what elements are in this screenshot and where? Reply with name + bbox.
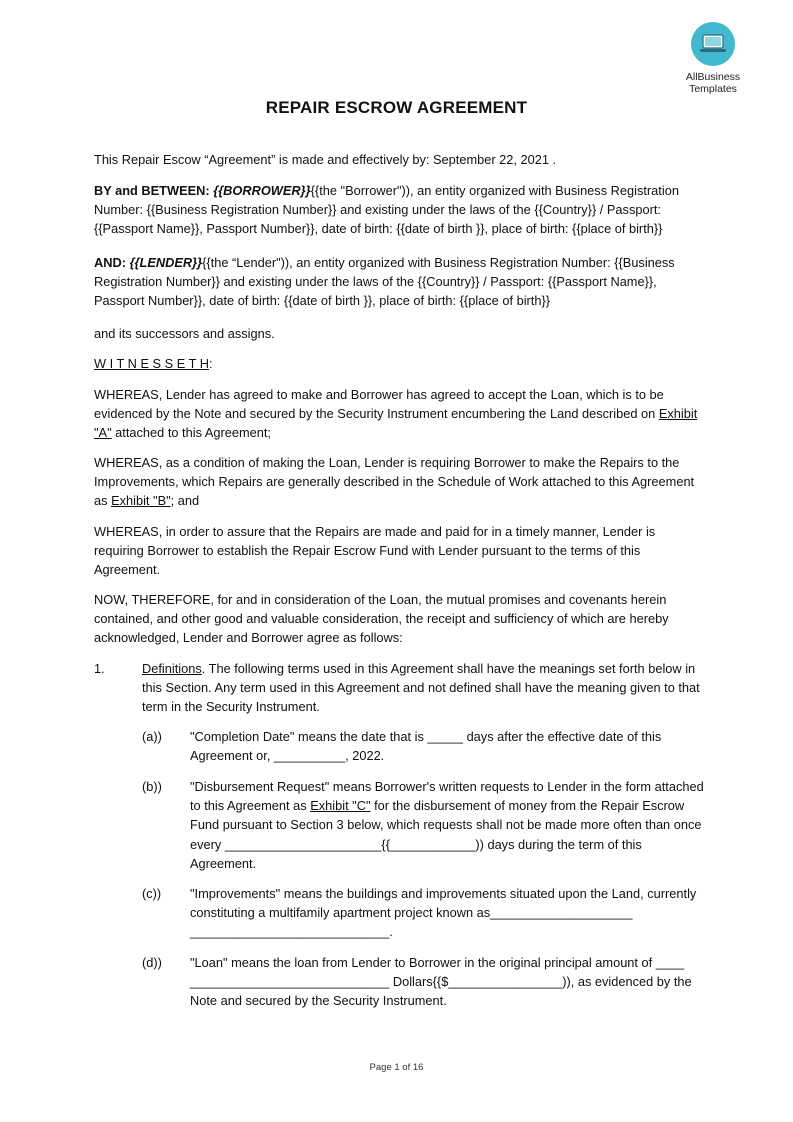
lender-details: {{the “Lender")), an entity organized with Business Registration Number: {{Business Registration Number}} and existing under the laws of the {{Country}} / Passport: {{Passport Name}}, Passport Number}}, date of birth: {{date of birth }}, place of birth: {{place of birth}} (94, 255, 675, 309)
definition-label: (d)) (142, 955, 162, 970)
lender-lead: AND: (94, 255, 126, 270)
intro-paragraph: This Repair Escow “Agreement” is made and effectively by: September 22, 2021 . (94, 152, 557, 167)
exhibit-c-link[interactable]: Exhibit "C" (310, 798, 371, 814)
witnesseth-heading: W I T N E S S E T H: (94, 356, 213, 371)
borrower-lead: BY and BETWEEN: (94, 183, 210, 198)
definition-label: (a)) (142, 729, 162, 744)
borrower-name: {{BORROWER}} (213, 183, 311, 198)
exhibit-b-link[interactable]: Exhibit "B" (111, 493, 171, 509)
laptop-icon (691, 22, 735, 66)
exhibit-a-link[interactable]: Exhibit "A" (94, 406, 698, 441)
section-heading: Definitions (142, 661, 202, 676)
definition-label: (c)) (142, 886, 162, 901)
borrower-paragraph (94, 181, 706, 239)
page-number: Page 1 of 16 (369, 1062, 424, 1073)
whereas-paragraph-1: WHEREAS, Lender has agreed to make and Borrower has agreed to accept the Loan, which is to be evidenced by the Note and secured by the Security Instrument encumbering the Land described on Exhibit "A" attached to this Agreement; (94, 387, 698, 441)
whereas-paragraph-2: WHEREAS, as a condition of making the Loan, Lender is requiring Borrower to make the Repairs to the Improvements, which Repairs are generally described in the Schedule of Work attached to this Agreement as Exhibit "B"; and (94, 455, 695, 509)
brand-logo[interactable] (682, 22, 744, 95)
definition-label: (b)) (142, 779, 162, 794)
lender-paragraph (94, 253, 706, 311)
logo-line2: Templates (689, 83, 737, 95)
whereas-paragraph-3: WHEREAS, in order to assure that the Repairs are made and paid for in a timely manner, Lender is requiring Borrower to establish the Repair Escrow Fund with Lender pursuant to the terms of this Agreement. (94, 524, 656, 578)
document-page: AllBusiness Templates REPAIR ESCROW AGREEMENT This Repair Escow “Agreement” is made and effectively by: September 22, 2021 . BY and BETWEEN: {{BORROWER}}{{the "Borrower")), an entity organized with Business Registration Number: {{Business Registration Number}} and existing under the laws of the {{Country}} / Passport: {{Passport Name}}, Passport Number}}, date of birth: {{date of birth }}, place of birth: {{place of birth}} AND: {{LENDER}}{{the “Lender")), an entity organized with Business Registration Number: {{Business Registration Number}} and existing under the laws of the {{Country}} / Passport: {{Passport Name}}, Passport Number}}, date of birth: {{date of birth }}, place of birth: {{place of birth}} and its successors and assigns. W I T N E S S E T H: WHEREAS, Lender has agreed to make and Borrower has agreed to accept the Loan, which is to be evidenced by the Note and secured by the Security Instrument encumbering the Land described on Exhibit "A" attached to this Agreement; WHEREAS, as a condition of making the Loan, Lender is requiring Borrower to make the Repairs to the Improvements, which Repairs are generally described in the Schedule of Work attached to this Agreement as Exhibit "B"; and WHEREAS, in order to assure that the Repairs are made and paid for in a timely manner, Lender is requiring Borrower to establish the Repair Escrow Fund with Lender pursuant to the terms of this Agreement. NOW, THEREFORE, for and in consideration of the Loan, the mutual promises and covenants herein contained, and other good and valuable consideration, the receipt and sufficiency of which are hereby acknowledged, Lender and Borrower agree as follows: 1. Definitions. The following terms used in this Agreement shall have the meanings set forth below in this Section. Any term used in this Agreement and not defined shall have the meaning given to that term in the Security Instrument. (a)) "Completion Date" means the date that is _____ days after the effective date of this Agreement or, __________, 2022. (b)) "Disbursement Request" means Borrower's written requests to Lender in the form attached to this Agreement as Exhibit "C" for the disbursement of money from the Repair Escrow Fund pursuant to Section 3 below, which requests shall not be made more often than once every ______________________{{____________)) days during the term of this Agreement. (c)) "Improvements" means the buildings and improvements situated upon the Land, currently constituting a multifamily apartment project known as____________________ ____________________________. (d)) "Loan" means the loan from Lender to Borrower in the original principal amount of ____ ____________________________ Dollars{{$________________)), as evidenced by the Note and secured by the Security Instrument. Page 1 of 16 (0, 0, 793, 1122)
document-title: REPAIR ESCROW AGREEMENT (265, 98, 528, 117)
borrower-details: {{the "Borrower")), an entity organized with Business Registration Number: {{Business Registration Number}} and existing under the laws of the {{Country}} / Passport: {{Passport Name}}, Passport Number}}, date of birth: {{date of birth }}, place of birth: {{place of birth}} (94, 183, 679, 237)
successors-paragraph: and its successors and assigns. (94, 326, 275, 341)
section-number: 1. (94, 661, 105, 676)
logo-line1: AllBusiness (685, 71, 741, 83)
now-therefore-paragraph: NOW, THEREFORE, for and in consideration of the Loan, the mutual promises and covenants herein contained, and other good and valuable consideration, the receipt and sufficiency of which are hereby acknowledged, Lender and Borrower agree as follows: (94, 592, 669, 646)
lender-name: {{LENDER}} (129, 255, 203, 270)
